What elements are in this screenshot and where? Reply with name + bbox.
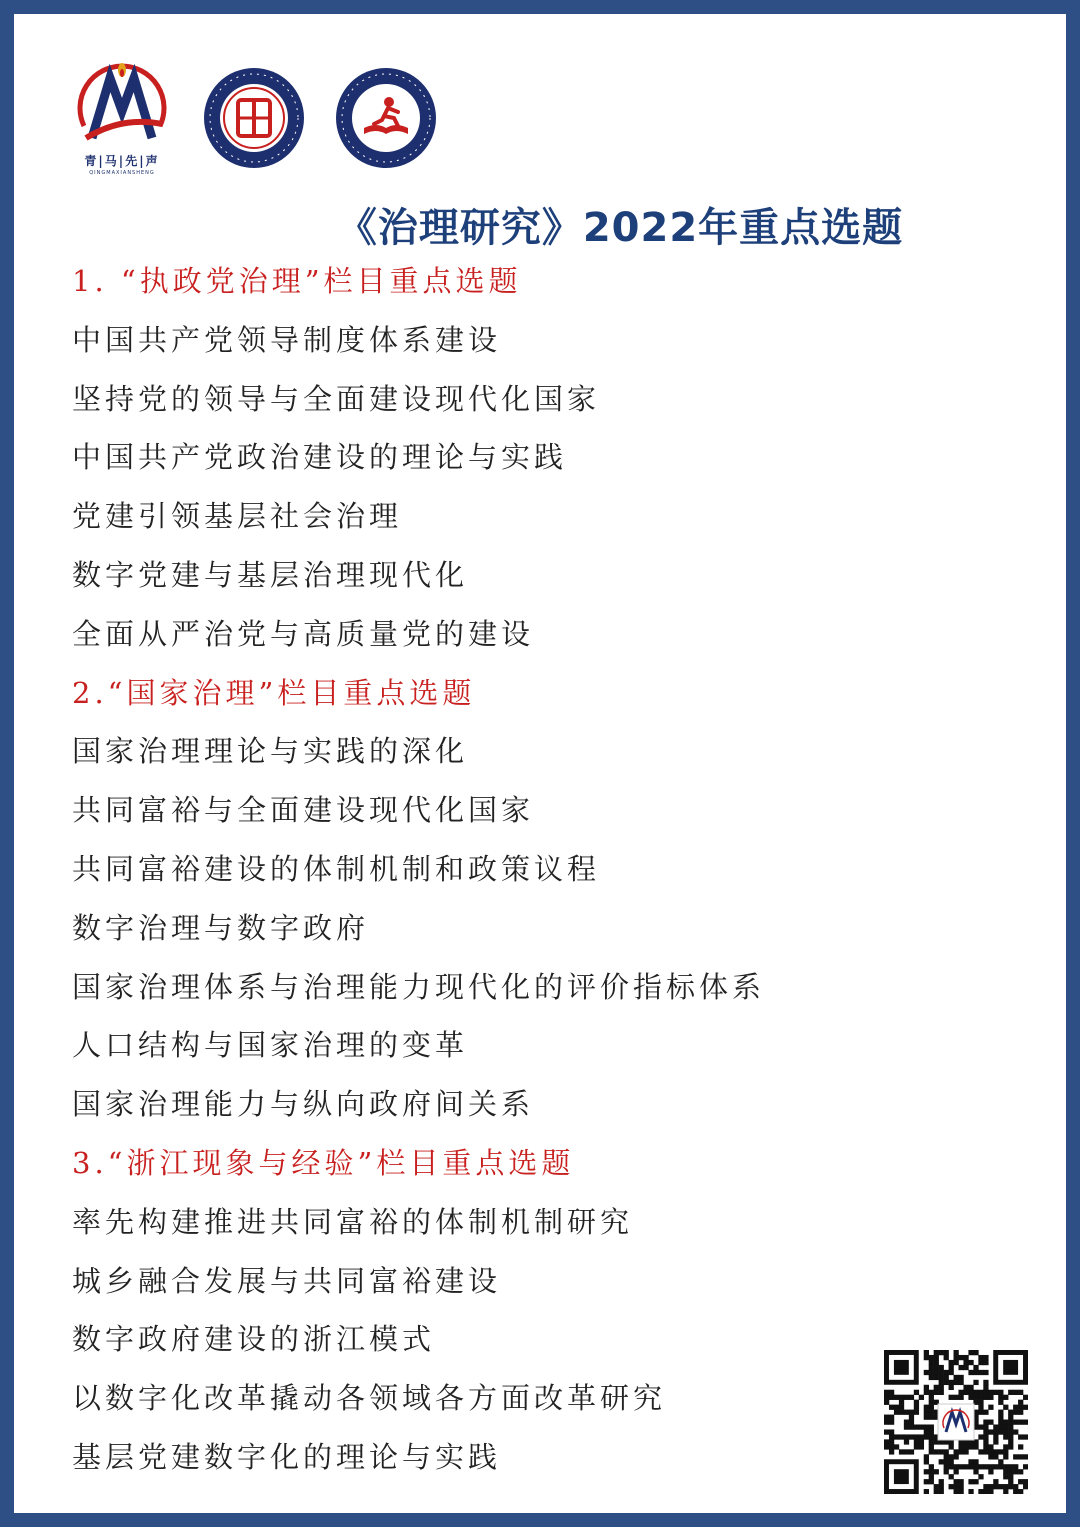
political-youth-voice-seal-icon	[202, 66, 306, 170]
list-item: 全面从严治党与高质量党的建设	[72, 616, 535, 651]
list-item: 基层党建数字化的理论与实践	[72, 1439, 502, 1474]
page-title: 《治理研究》2022年重点选题	[336, 205, 904, 251]
list-item: 人口结构与国家治理的变革	[72, 1028, 469, 1063]
list-item: 城乡融合发展与共同富裕建设	[72, 1263, 502, 1298]
marxist-youth-seal-icon	[334, 66, 438, 170]
list-item: 坚持党的领导与全面建设现代化国家	[72, 381, 601, 416]
list-item: 国家治理能力与纵向政府间关系	[72, 1087, 535, 1122]
topic-list	[72, 252, 872, 1487]
list-item: 中国共产党领导制度体系建设	[72, 322, 502, 357]
list-item: 以数字化改革撬动各领域各方面改革研究	[72, 1381, 667, 1416]
list-item: 中国共产党政治建设的理论与实践	[72, 440, 568, 475]
section-heading-3: 3.“浙江现象与经验”栏目重点选题	[72, 1145, 575, 1180]
marxist-youth-logo	[334, 66, 438, 170]
list-item: 党建引领基层社会治理	[72, 499, 403, 534]
qingma-logo	[72, 56, 172, 186]
political-youth-voice-logo	[202, 66, 306, 170]
section-heading-2: 2.“国家治理”栏目重点选题	[72, 675, 476, 710]
qingma-logo-icon	[72, 56, 172, 148]
list-item: 数字政府建设的浙江模式	[72, 1322, 436, 1357]
qr-code-icon	[884, 1350, 1028, 1494]
qr-code[interactable]	[884, 1350, 1028, 1494]
qingma-subcaption: QINGMAXIANSHENG	[89, 170, 155, 176]
list-item: 数字党建与基层治理现代化	[72, 557, 469, 592]
poster-page	[14, 14, 1066, 1513]
section-heading-1: 1. “执政党治理”栏目重点选题	[72, 264, 522, 298]
list-item: 国家治理理论与实践的深化	[72, 734, 469, 769]
list-item: 数字治理与数字政府	[72, 910, 370, 945]
list-item: 率先构建推进共同富裕的体制机制研究	[72, 1204, 634, 1239]
list-item: 共同富裕与全面建设现代化国家	[72, 793, 535, 828]
list-item: 国家治理体系与治理能力现代化的评价指标体系	[72, 969, 766, 1004]
qingma-caption: 青|马|先|声	[84, 154, 160, 168]
list-item: 共同富裕建设的体制机制和政策议程	[72, 851, 601, 886]
